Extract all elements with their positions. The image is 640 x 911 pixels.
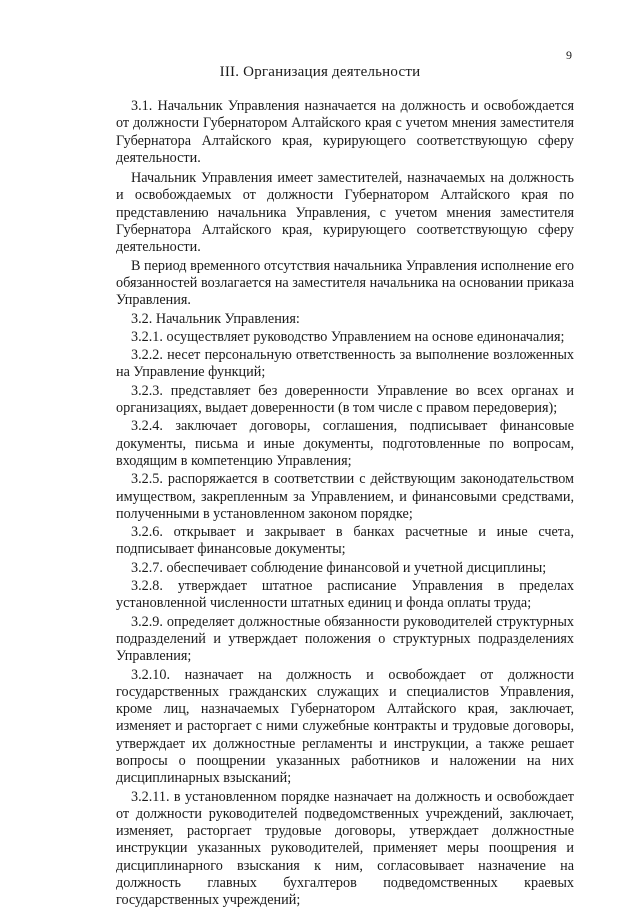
paragraph: 3.2. Начальник Управления: (131, 310, 300, 327)
paragraph: 3.2.4. заключает договоры, соглашения, подписывает финансовые документы, письма и иные документы, подготовленные по вопросам, входящим в компетенцию Управления; (116, 418, 574, 469)
paragraph: 3.2.1. осуществляет руководство Управлением на основе единоначалия; (131, 328, 565, 345)
paragraph: В период временного отсутствия начальника Управления исполнение его обязанностей возлагается на заместителя начальника на основании приказа Управления. (116, 257, 574, 309)
paragraph: 3.2.6. открывает и закрывает в банках расчетные и иные счета, подписывает финансовые документы; (116, 524, 574, 558)
paragraph: 3.2.7. обеспечивает соблюдение финансовой и учетной дисциплины; (131, 559, 547, 576)
paragraph: 3.2.9. определяет должностные обязанности руководителей структурных подразделений и утверждает положения о структурных подразделениях Управления; (116, 613, 574, 665)
paragraph: 3.2.11. в установленном порядке назначает на должность и освобождает от должности руководителей подведомственных учреждений, заключает, изменяет, расторгает трудовые договоры, утверждает должностные инструкции указанных руководителей, применяет меры поощрения и дисциплинарного взыскания к ним, согласовывает назначение на должность главных бухгалтеров подведомственных краевых государственных учреждений; (116, 788, 574, 909)
paragraph: 3.2.10. назначает на должность и освобождает от должности государственных гражданских служащих и специалистов Управления, кроме лиц, назначаемых Губернатором Алтайского края, заключает, изменяет и расторгает с ними служебные контракты и трудовые договоры, утверждает их должностные регламенты и инструкции, а также решает вопросы о поощрении указанных работников и наложении на них дисциплинарных взысканий; (116, 666, 574, 787)
paragraph: 3.1. Начальник Управления назначается на должность и освобождается от должности Губернатором Алтайского края с учетом мнения заместителя Губернатора Алтайского края, курирующего соответствующую сферу деятельности. (116, 98, 574, 166)
paragraph: 3.2.3. представляет без доверенности Управление во всех органах и организациях, выдает доверенности (в том числе с правом передоверия); (116, 382, 574, 417)
document-body (116, 98, 574, 911)
paragraph: Начальник Управления имеет заместителей, назначаемых на должность и освобождаемых от должности Губернатором Алтайского края по представлению начальника Управления, с учетом мнения заместителя Губернатора Алтайского края, курирующего соответствующую сферу деятельности. (116, 170, 574, 256)
paragraph: 3.2.8. утверждает штатное расписание Управления в пределах установленной численности штатных единиц и фонда оплаты труда; (116, 578, 574, 612)
paragraph: 3.2.5. распоряжается в соответствии с действующим законодательством имуществом, закрепленным за Управлением, и финансовыми средствами, полученными в установленном законом порядке; (116, 471, 574, 522)
page-number: 9 (566, 48, 572, 62)
section-title: III. Организация деятельности (219, 64, 421, 80)
paragraph: 3.2.2. несет персональную ответственность за выполнение возложенных на Управление функций; (116, 347, 574, 381)
